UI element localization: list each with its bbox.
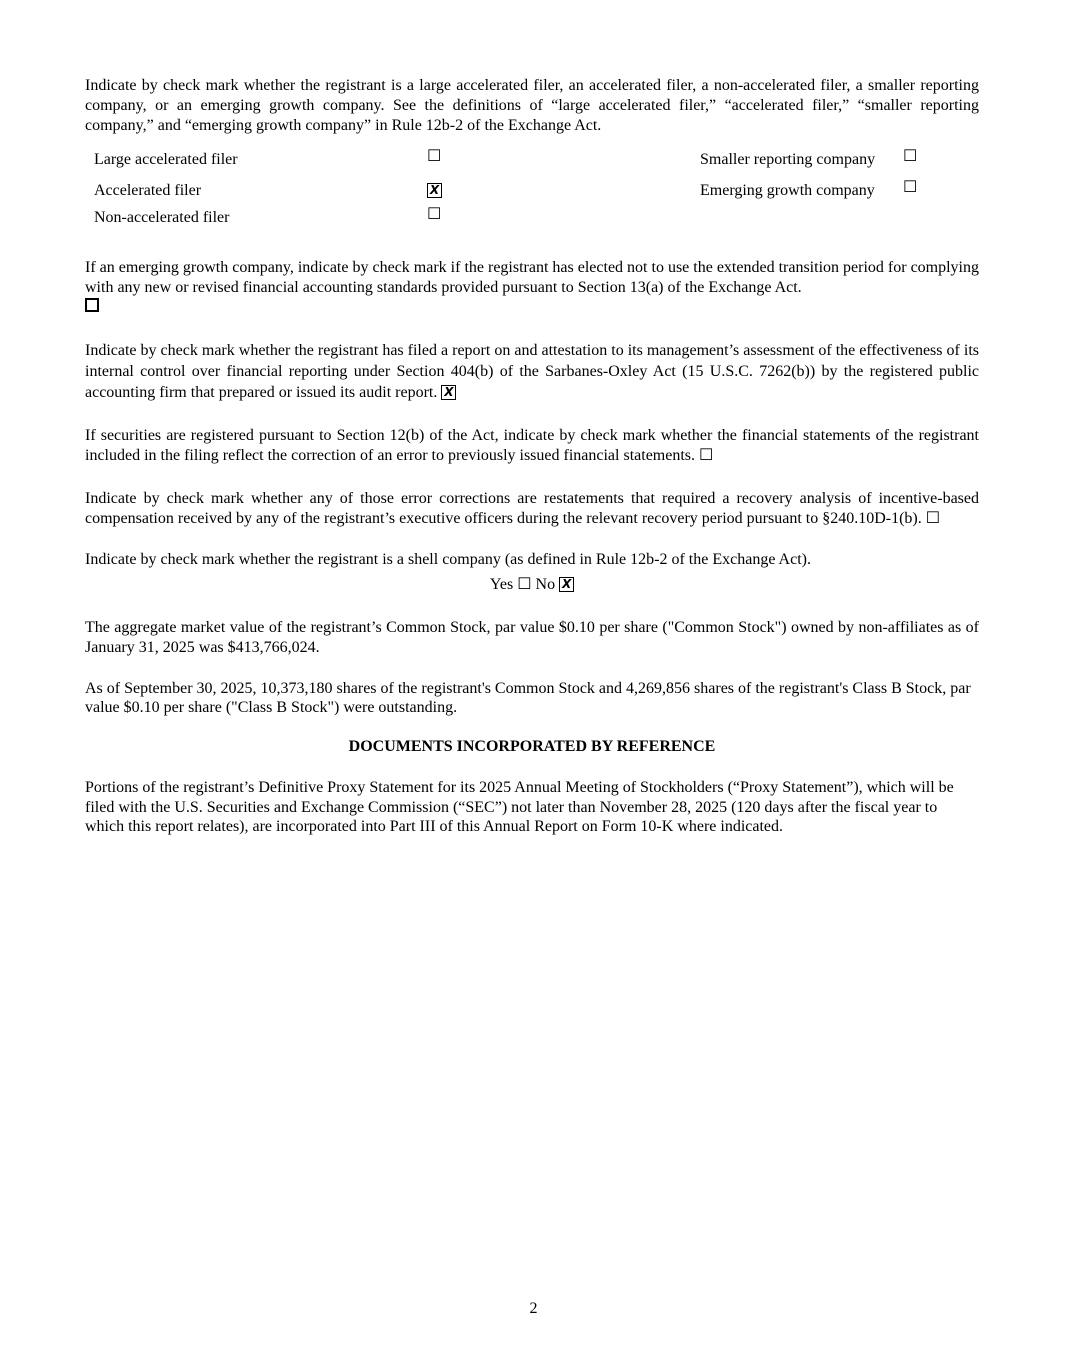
documents-incorporated-text: Portions of the registrant’s Definitive Proxy Statement for its 2025 Annual Meeting of Stockholders (“Proxy Statement”), which will be filed with the U.S. Securities and Exchange Commission (“SEC”) not later than November 28, 2025 (120 days after the fiscal year to which this report relates), are incorporated into Part III of this Annual Report on Form 10-K where indicated. — [85, 779, 954, 835]
shell-no-label: No — [535, 576, 556, 593]
large-accelerated-filer-label: Large accelerated filer — [94, 151, 238, 168]
emerging-transition-checkbox[interactable] — [85, 298, 99, 312]
filer-row-2 — [85, 181, 979, 203]
attestation-paragraph — [85, 340, 979, 403]
shell-company-question: Indicate by check mark whether the registrant is a shell company (as defined in Rule 12b-2 of the Exchange Act). — [85, 551, 811, 568]
page-number: 2 — [529, 1300, 538, 1317]
restatement-text: Indicate by check mark whether any of those error corrections are restatements that required a recovery analysis of incentive-based compensation received by any of the registrant’s executive officers during the relevant recovery period pursuant to §240.10D-1(b). — [85, 490, 979, 527]
smaller-reporting-company-label: Smaller reporting company — [700, 151, 876, 168]
attestation-checkbox[interactable]: X — [441, 385, 456, 400]
emerging-transition-text: If an emerging growth company, indicate by check mark if the registrant has elected not to use the extended transition period for complying with any new or revised financial accounting standards provided pursuant to Section 13(a) of the Exchange Act. — [85, 259, 979, 296]
error-correction-paragraph — [85, 426, 979, 466]
smaller-reporting-company-checkbox[interactable]: ☐ — [903, 148, 918, 165]
filer-status-intro: Indicate by check mark whether the registrant is a large accelerated filer, an accelerated filer, a non-accelerated filer, a smaller reporting company, or an emerging growth company. See the definitions of “large accelerated filer,” “accelerated filer,” “smaller reporting company,” and “emerging growth company” in Rule 12b-2 of the Exchange Act. — [85, 77, 979, 134]
shares-outstanding-paragraph: As of September 30, 2025, 10,373,180 shares of the registrant's Common Stock and 4,269,856 shares of the registrant's Class B Stock, par value $0.10 per share ("Class B Stock") were outstanding. — [85, 680, 971, 716]
shell-no-checkbox[interactable]: X — [559, 577, 574, 592]
document-page — [85, 76, 979, 837]
non-accelerated-filer-label: Non-accelerated filer — [94, 209, 230, 226]
shell-yes-checkbox[interactable]: ☐ — [517, 576, 532, 593]
error-correction-text: If securities are registered pursuant to Section 12(b) of the Act, indicate by check mark whether the financial statements of the registrant included in the filing reflect the correction of an error to previously issued financial statements. — [85, 427, 979, 464]
restatement-paragraph — [85, 489, 979, 529]
accelerated-filer-checkbox[interactable]: X — [427, 183, 442, 198]
accelerated-filer-label: Accelerated filer — [94, 182, 202, 199]
non-accelerated-filer-checkbox[interactable]: ☐ — [427, 206, 442, 223]
large-accelerated-filer-checkbox[interactable]: ☐ — [427, 148, 442, 165]
shell-company-answer — [85, 575, 979, 595]
shell-yes-label: Yes — [489, 576, 514, 593]
filer-row-1 — [85, 150, 979, 172]
market-value-paragraph: The aggregate market value of the registrant’s Common Stock, par value $0.10 per share ("Common Stock") owned by non-affiliates as of January 31, 2025 was $413,766,024. — [85, 619, 979, 656]
emerging-growth-company-checkbox[interactable]: ☐ — [903, 179, 918, 196]
attestation-text: Indicate by check mark whether the registrant has filed a report on and attestation to its management’s assessment of the effectiveness of its internal control over financial reporting under Section 404(b) of the Sarbanes-Oxley Act (15 U.S.C. 7262(b)) by the registered public accounting firm that prepared or issued its audit report. — [85, 342, 979, 401]
restatement-checkbox[interactable]: ☐ — [925, 510, 941, 527]
filer-status-table — [85, 150, 979, 228]
error-correction-checkbox[interactable]: ☐ — [699, 447, 714, 464]
filer-row-3 — [85, 208, 979, 230]
emerging-growth-company-label: Emerging growth company — [700, 182, 875, 199]
documents-incorporated-heading: DOCUMENTS INCORPORATED BY REFERENCE — [348, 738, 716, 755]
